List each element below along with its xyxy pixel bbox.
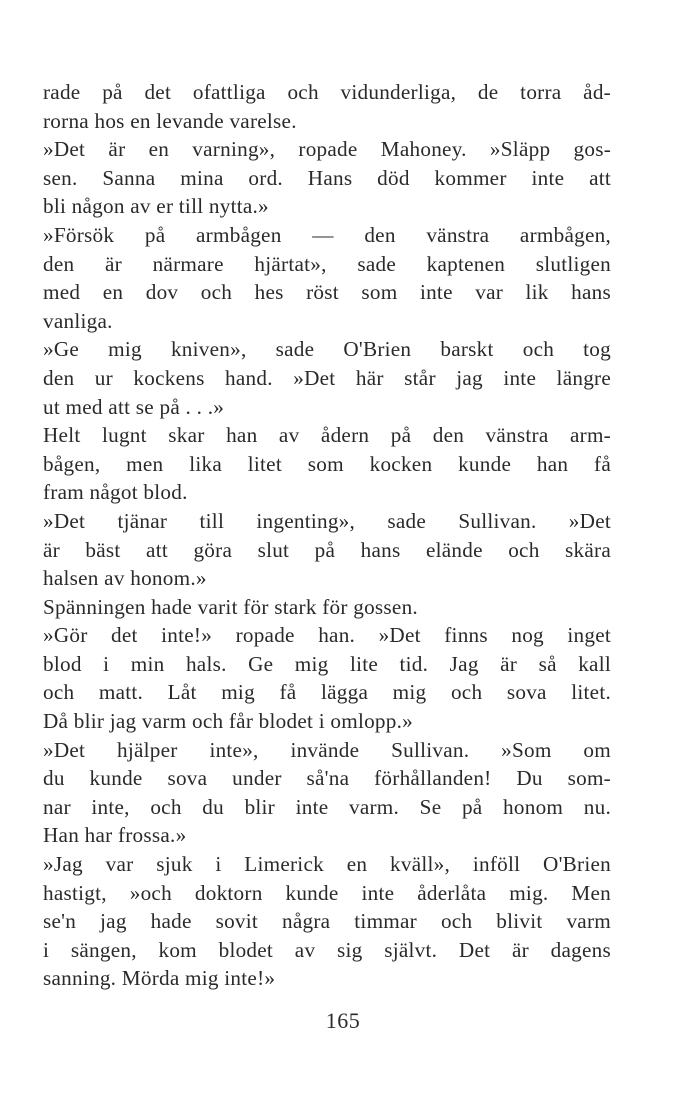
text-line: med en dov och hes röst som inte var lik hans bbox=[43, 280, 611, 305]
text-line: »Det hjälper inte», invände Sullivan. »Som om bbox=[43, 737, 611, 762]
text-line: »Försök på armbågen — den vänstra armbågen, bbox=[43, 222, 611, 247]
text-line: Spänningen hade varit för stark för gossen. bbox=[43, 594, 418, 619]
text-line: rade på det ofattliga och vidunderliga, de torra åd- bbox=[43, 80, 611, 104]
text-line: »Det är en varning», ropade Mahoney. »Släpp gos- bbox=[43, 137, 611, 162]
text-line: Han har frossa.» bbox=[43, 823, 187, 848]
text-line: den är närmare hjärtat», sade kaptenen slutligen bbox=[43, 251, 611, 276]
text-line: är bäst att göra slut på hans elände och skära bbox=[43, 537, 611, 562]
text-line: du kunde sova under så'na förhållanden! Du som- bbox=[43, 766, 611, 791]
text-line: ut med att se på . . .» bbox=[43, 394, 225, 419]
text-line: se'n jag hade sovit några timmar och blivit varm bbox=[43, 909, 611, 934]
text-line: »Jag var sjuk i Limerick en kväll», inföll O'Brien bbox=[43, 852, 611, 877]
text-line: »Det tjänar till ingenting», sade Sullivan. »Det bbox=[43, 508, 611, 533]
text-line: i sängen, kom blodet av sig självt. Det är dagens bbox=[43, 937, 611, 962]
text-line: och matt. Låt mig få lägga mig och sova litet. bbox=[43, 680, 611, 705]
text-line: sanning. Mörda mig inte!» bbox=[43, 966, 276, 991]
text-line: bågen, men lika litet som kocken kunde han få bbox=[43, 451, 611, 476]
text-line: Helt lugnt skar han av ådern på den vänstra arm- bbox=[43, 423, 611, 448]
text-line: vanliga. bbox=[43, 308, 113, 333]
text-line: hastigt, »och doktorn kunde inte åderlåta mig. Men bbox=[43, 880, 611, 905]
text-line: halsen av honom.» bbox=[43, 566, 207, 591]
text-line: fram något blod. bbox=[43, 480, 188, 505]
text-line: blod i min hals. Ge mig lite tid. Jag är så kall bbox=[43, 651, 611, 676]
page-number: 165 bbox=[325, 1008, 361, 1033]
text-line: rorna hos en levande varelse. bbox=[43, 108, 297, 133]
text-line: Då blir jag varm och får blodet i omlopp.» bbox=[43, 709, 414, 734]
text-line: »Gör det inte!» ropade han. »Det finns nog inget bbox=[43, 623, 611, 648]
text-line: bli någon av er till nytta.» bbox=[43, 194, 269, 219]
page-body bbox=[43, 78, 611, 993]
text-line: nar inte, och du blir inte varm. Se på honom nu. bbox=[43, 794, 611, 819]
text-line: den ur kockens hand. »Det här står jag inte längre bbox=[43, 365, 611, 390]
text-line: sen. Sanna mina ord. Hans död kommer inte att bbox=[43, 165, 611, 190]
text-line: »Ge mig kniven», sade O'Brien barskt och tog bbox=[43, 337, 611, 362]
